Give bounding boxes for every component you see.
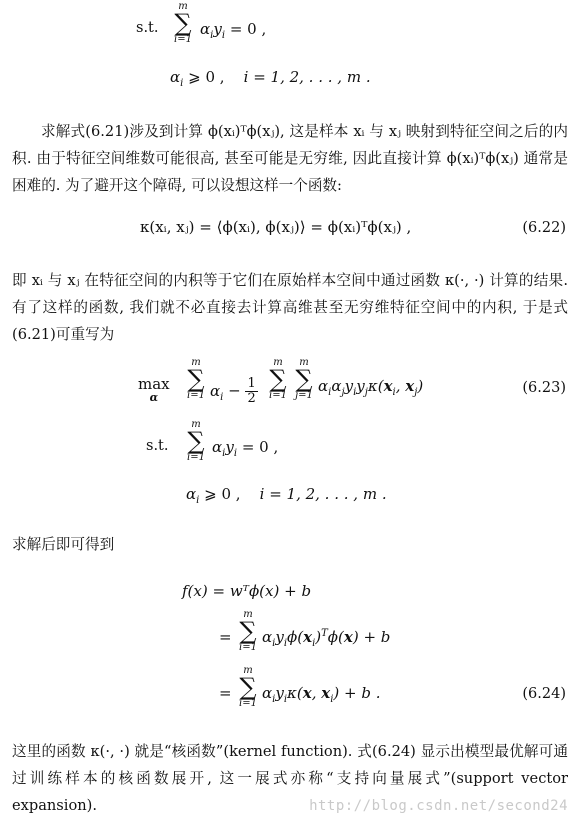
- equation-6-24-line-3: $\alpha_iy_i\kappa(x$, $x_i) + b$ .: [262, 684, 381, 705]
- equation-6-22: κ(xᵢ, xⱼ) = ⟨ϕ(xᵢ), ϕ(xⱼ)⟩ = ϕ(xᵢ)ᵀϕ(xⱼ) ,: [140, 218, 412, 236]
- equation-number-6-23: (6.23): [522, 380, 566, 396]
- sum-upper: m: [178, 1, 188, 12]
- equals-sign-624-3: =: [219, 684, 232, 702]
- equation-6-24-line-1: f(x) = wᵀϕ(x) + b: [182, 582, 312, 600]
- sum-symbol-623-st: m ∑ i=1: [187, 419, 205, 463]
- equation-6-24-line-2: $\alpha_iy_i\phi(x_i)^T\phi(x) + b$: [262, 628, 391, 649]
- sum-symbol-623-a: m ∑ i=1: [187, 357, 205, 401]
- equation-number-6-24: (6.24): [522, 686, 566, 702]
- watermark: http://blog.csdn.net/second24: [309, 798, 568, 814]
- st-label-623: s.t.: [146, 438, 169, 454]
- paragraph-1: [12, 118, 568, 199]
- paragraph-2: [12, 267, 568, 348]
- alpha-nonneg-623: $\alpha_i$ ⩾ 0 , i = 1, 2, . . . , m .: [186, 485, 387, 506]
- max-subscript: α: [149, 391, 159, 404]
- sum-symbol-623-c: m ∑ j=1: [295, 357, 313, 401]
- paragraph-2-text: 即 xᵢ 与 xⱼ 在特征空间的内积等于它们在原始样本空间中通过函数 κ(·, ·) 计算的结果. 有了这样的函数, 我们就不必直接去计算高维甚至无穷维特征空间中的内积, 于是式(6.21)可重写为: [12, 272, 568, 343]
- sum-symbol-top: [170, 2, 196, 46]
- sum-symbol-624-b: m ∑ i=1: [239, 665, 257, 709]
- objective-first-term: $\alpha_i$ − $\frac{1}{2}$: [210, 376, 256, 406]
- equals-sign-624-2: =: [219, 628, 232, 646]
- sum-symbol-624-a: m ∑ i=1: [239, 609, 257, 653]
- sigma-glyph: ∑: [174, 9, 192, 37]
- sum-symbol-623-b: m ∑ i=1: [269, 357, 287, 401]
- st-label-top: s.t.: [136, 20, 159, 36]
- paragraph-4-text: 这里的函数 κ(·, ·) 就是“核函数”(kernel function). 式(6.24) 显示出模型最优解可通过训练样本的核函数展开, 这一展式亦称“支持向量展式”(support vector expansion).: [12, 743, 568, 814]
- paragraph-1-text: 求解式(6.21)涉及到计算 ϕ(xᵢ)ᵀϕ(xⱼ), 这是样本 xᵢ 与 xⱼ 映射到特征空间之后的内积. 由于特征空间维数可能很高, 甚至可能是无穷维, 因此直接计算 ϕ(xᵢ)ᵀϕ(xⱼ) 通常是困难的. 为了避开这个障碍, 可以设想这样一个函数:: [12, 123, 568, 194]
- constraint-sum-expr-top: $\alpha_iy_i = 0$ ,: [200, 20, 267, 41]
- alpha-nonneg-top: $\alpha_i$ ⩾ 0 , i = 1, 2, . . . , m .: [170, 68, 371, 89]
- objective-second-term: $\alpha_i\alpha_jy_iy_j\kappa(x_i$, $x_j$): [318, 377, 424, 398]
- paragraph-3-text: 求解后即可得到: [12, 536, 115, 553]
- sum-lower: i=1: [174, 34, 192, 45]
- max-operator: max α: [138, 375, 170, 404]
- equation-number-6-22: (6.22): [522, 220, 566, 236]
- constraint-sum-expr-623: $\alpha_iy_i = 0$ ,: [212, 438, 279, 459]
- paragraph-3: [12, 531, 568, 558]
